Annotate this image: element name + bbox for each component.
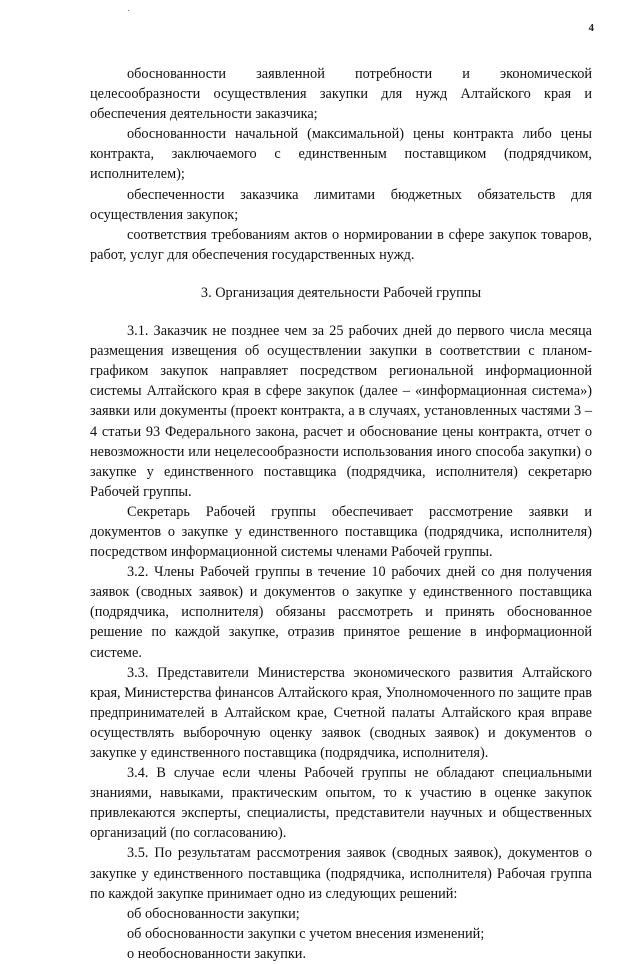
section-heading: 3. Организация деятельности Рабочей группы [200,284,482,301]
document-body [90,64,592,964]
page-number: 4 [588,22,594,34]
decision-option: об обоснованности закупки; [127,905,300,922]
decision-option: об обоснованности закупки с учетом внесения изменений; [127,925,485,942]
intro-paragraph: обеспеченности заказчика лимитами бюджетных обязательств для осуществления закупок; [90,186,592,223]
intro-paragraph: соответствия требованиям актов о нормировании в сфере закупок товаров, работ, услуг для обеспечения государственных нужд. [90,226,592,263]
section-paragraph: 3.2. Члены Рабочей группы в течение 10 рабочих дней со дня получения заявок (сводных заявок) и документов о закупке у единственного поставщика (подрядчика, исполнителя) обязаны рассмотреть и принять обоснованное решение по каждой закупке, отразив принятое решение в информационной системе. [90,564,592,661]
intro-paragraph: обоснованности начальной (максимальной) цены контракта либо цены контракта, заключаемого с единственным поставщиком (подрядчиком, исполнителем); [90,126,592,183]
section-paragraph: 3.3. Представители Министерства экономического развития Алтайского края, Министерства финансов Алтайского края, Уполномоченного по защите прав предпринимателей в Алтайском крае, Счетной палаты Алтайского края вправе осуществлять выборочную оценку заявок (сводных заявок) и документов о закупке у единственного поставщика (подрядчика, исполнителя). [90,664,592,761]
section-paragraph: 3.1. Заказчик не позднее чем за 25 рабочих дней до первого числа месяца размещения извещения об осуществлении закупки в соответствии с планом-графиком закупок направляет посредством региональной информационной системы Алтайского края в сфере закупок (далее – «информационная система») заявки или документы (проект контракта, а в случаях, установленных частями 3 – 4 статьи 93 Федерального закона, расчет и обоснование цены контракта, отчет о невозможности или нецелесообразности использования иного способа закупки) о закупке у единственного поставщика (подрядчика, исполнителя) секретарю Рабочей группы. [90,323,592,500]
intro-paragraph: обоснованности заявленной потребности и экономической целесообразности осуществления закупки для нужд Алтайского края и обеспечения деятельности заказчика; [90,66,592,123]
section-paragraph: 3.5. По результатам рассмотрения заявок (сводных заявок), документов о закупке у единственного поставщика (подрядчика, исполнителя) Рабочая группа по каждой закупке принимает одно из следующих решений: [90,845,592,902]
section-paragraph: Секретарь Рабочей группы обеспечивает рассмотрение заявки и документов о закупке у единственного поставщика (подрядчика, исполнителя) посредством информационной системы членами Рабочей группы. [90,503,592,561]
section-paragraph: 3.4. В случае если члены Рабочей группы не обладают специальными знаниями, навыками, практическим опытом, то к участию в оценке закупок привлекаются эксперты, специалисты, представители научных и общественных организаций (по согласованию). [90,765,592,842]
scan-speck [128,10,129,11]
decision-option: о необоснованности закупки. [127,945,307,962]
